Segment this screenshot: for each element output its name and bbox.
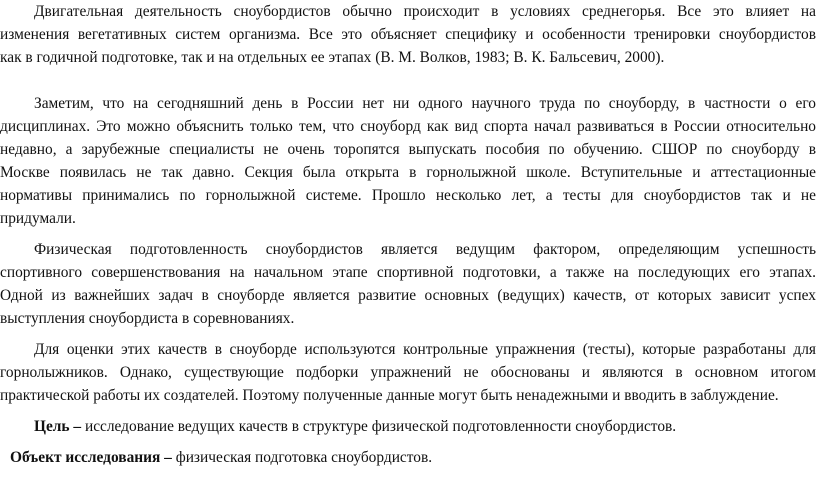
text-line-10: Физическая подготовленность сноубордистов является ведущим фактором, определяющим успешность xyxy=(34,241,816,258)
text-line-1: Двигательная деятельность сноубордистов обычно происходит в условиях среднегорья. Все это влияет на xyxy=(34,3,816,20)
goal-text: исследование ведущих качеств в структуре физической подготовленности сноубордистов. xyxy=(81,418,677,435)
text-line-16: практической работы их создателей. Поэтому полученные данные могут быть ненадежными и вводить в заблуждение. xyxy=(0,387,779,404)
object-line xyxy=(10,446,816,469)
object-label: Объект исследования – xyxy=(10,449,172,466)
goal-label: Цель – xyxy=(34,418,82,435)
text-line-11: спортивного совершенствования на начальном этапе спортивной подготовки, а также на последующих его этапах. xyxy=(0,264,816,281)
text-line-8: нормативы принимались по горнолыжной системе. Прошло несколько лет, а тесты для сноубордистов так и не xyxy=(0,187,816,204)
text-line-9: придумали. xyxy=(0,210,76,227)
text-line-14: Для оценки этих качеств в сноуборде используются контрольные упражнения (тесты), которые разработаны для xyxy=(34,341,816,358)
text-line-6: недавно, а зарубежные специалисты не очень торопятся выпускать пособия по обучению. СШОР по сноуборду в xyxy=(0,141,816,158)
text-line-4: Заметим, что на сегодняшний день в России нет ни одного научного труда по сноуборду, в частности о его xyxy=(34,95,816,112)
text-line-13: выступления сноубордиста в соревнованиях. xyxy=(0,310,295,327)
text-line-5: дисциплинах. Это можно объяснить только тем, что сноуборд как вид спорта начал развиваться в России относительно xyxy=(0,118,816,135)
text-line-2: изменения вегетативных систем организма. Все это объясняет специфику и особенности тренировки сноубордистов xyxy=(0,26,816,43)
text-line-15: горнолыжников. Однако, существующие подборки упражнений не обоснованы и являются в основном итогом xyxy=(0,364,816,381)
object-text: физическая подготовка сноубордистов. xyxy=(171,449,433,466)
goal-line xyxy=(34,415,816,438)
text-line-12: Одной из важнейших задач в сноуборде является развитие основных (ведущих) качеств, от которых зависит успех xyxy=(0,287,816,304)
text-line-3: как в годичной подготовке, так и на отдельных ее этапах (В. М. Волков, 1983; В. К. Бальсевич, 2000). xyxy=(0,49,665,66)
text-line-7: Москве появилась не так давно. Секция была открыта в горнолыжной школе. Вступительные и аттестационные xyxy=(0,164,816,181)
